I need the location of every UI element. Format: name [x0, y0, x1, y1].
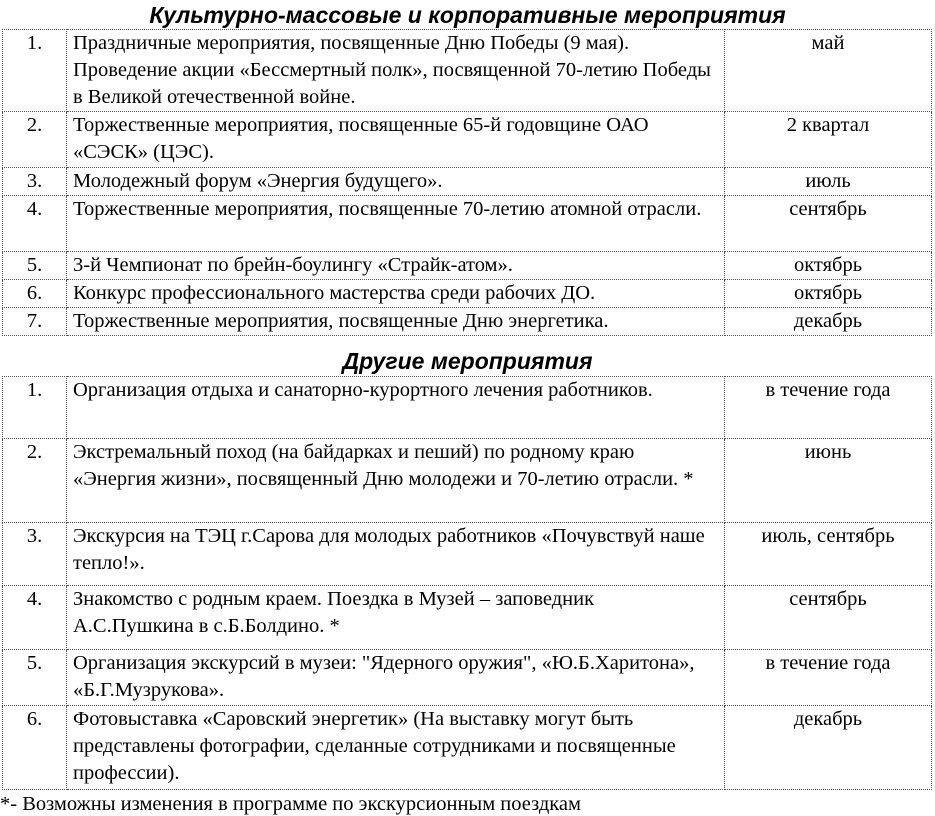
event-description: Экскурсия на ТЭЦ г.Сарова для молодых работников «Почувствуй наше тепло!». — [67, 523, 725, 586]
event-date: октябрь — [725, 252, 932, 280]
table-row — [3, 280, 932, 308]
event-date: в течение года — [725, 650, 932, 706]
event-description: Организация отдыха и санаторно-курортного лечения работников. — [67, 377, 725, 439]
table-row — [3, 30, 932, 112]
event-date: 2 квартал — [725, 112, 932, 168]
event-description: 3-й Чемпионат по брейн-боулингу «Страйк-атом». — [67, 252, 725, 280]
event-description: Праздничные мероприятия, посвященные Дню Победы (9 мая). Проведение акции «Бессмертный полк», посвященной 70-летию Победы в Великой отечественной войне. — [67, 30, 725, 112]
table-row — [3, 523, 932, 586]
event-date: сентябрь — [725, 586, 932, 650]
row-number: 6. — [3, 706, 67, 790]
event-description: Фотовыставка «Саровский энергетик» (На выставку могут быть представлены фотографии, сделанные сотрудниками и посвященные профессии). — [67, 706, 725, 790]
row-number: 1. — [3, 377, 67, 439]
table-row — [3, 112, 932, 168]
corporate-events-table — [2, 29, 932, 336]
section-title-corporate-events: Культурно-массовые и корпоративные мероприятия — [149, 2, 786, 28]
row-number: 2. — [3, 112, 67, 168]
event-description: Знакомство с родным краем. Поездка в Музей – заповедник А.С.Пушкина в с.Б.Болдино. * — [67, 586, 725, 650]
table-row — [3, 168, 932, 196]
row-number: 1. — [3, 30, 67, 112]
table-row — [3, 196, 932, 252]
row-number: 5. — [3, 650, 67, 706]
row-number: 7. — [3, 308, 67, 336]
event-description: Торжественные мероприятия, посвященные Дню энергетика. — [67, 308, 725, 336]
row-number: 3. — [3, 168, 67, 196]
event-date: май — [725, 30, 932, 112]
row-number: 4. — [3, 196, 67, 252]
table-row — [3, 706, 932, 790]
event-description: Организация экскурсий в музеи: "Ядерного оружия", «Ю.Б.Харитона», «Б.Г.Музрукова». — [67, 650, 725, 706]
row-number: 2. — [3, 439, 67, 523]
event-date: декабрь — [725, 706, 932, 790]
other-events-table — [2, 376, 932, 790]
event-date: июль — [725, 168, 932, 196]
table-row — [3, 252, 932, 280]
event-description: Молодежный форум «Энергия будущего». — [67, 168, 725, 196]
event-date: в течение года — [725, 377, 932, 439]
event-date: июль, сентябрь — [725, 523, 932, 586]
row-number: 4. — [3, 586, 67, 650]
event-date: сентябрь — [725, 196, 932, 252]
footnote: *- Возможны изменения в программе по экскурсионным поездкам — [0, 793, 581, 815]
table-row — [3, 377, 932, 439]
table-row — [3, 439, 932, 523]
event-description: Торжественные мероприятия, посвященные 65-й годовщине ОАО «СЭСК» (ЦЭС). — [67, 112, 725, 168]
table-row — [3, 308, 932, 336]
row-number: 3. — [3, 523, 67, 586]
row-number: 6. — [3, 280, 67, 308]
row-number: 5. — [3, 252, 67, 280]
event-description: Экстремальный поход (на байдарках и пеший) по родному краю «Энергия жизни», посвященный Дню молодежи и 70-летию отрасли. * — [67, 439, 725, 523]
event-description: Торжественные мероприятия, посвященные 70-летию атомной отрасли. — [67, 196, 725, 252]
event-date: декабрь — [725, 308, 932, 336]
table-row — [3, 650, 932, 706]
event-date: октябрь — [725, 280, 932, 308]
event-description: Конкурс профессионального мастерства среди рабочих ДО. — [67, 280, 725, 308]
table-row — [3, 586, 932, 650]
section-title-other-events: Другие мероприятия — [342, 348, 593, 374]
event-date: июнь — [725, 439, 932, 523]
